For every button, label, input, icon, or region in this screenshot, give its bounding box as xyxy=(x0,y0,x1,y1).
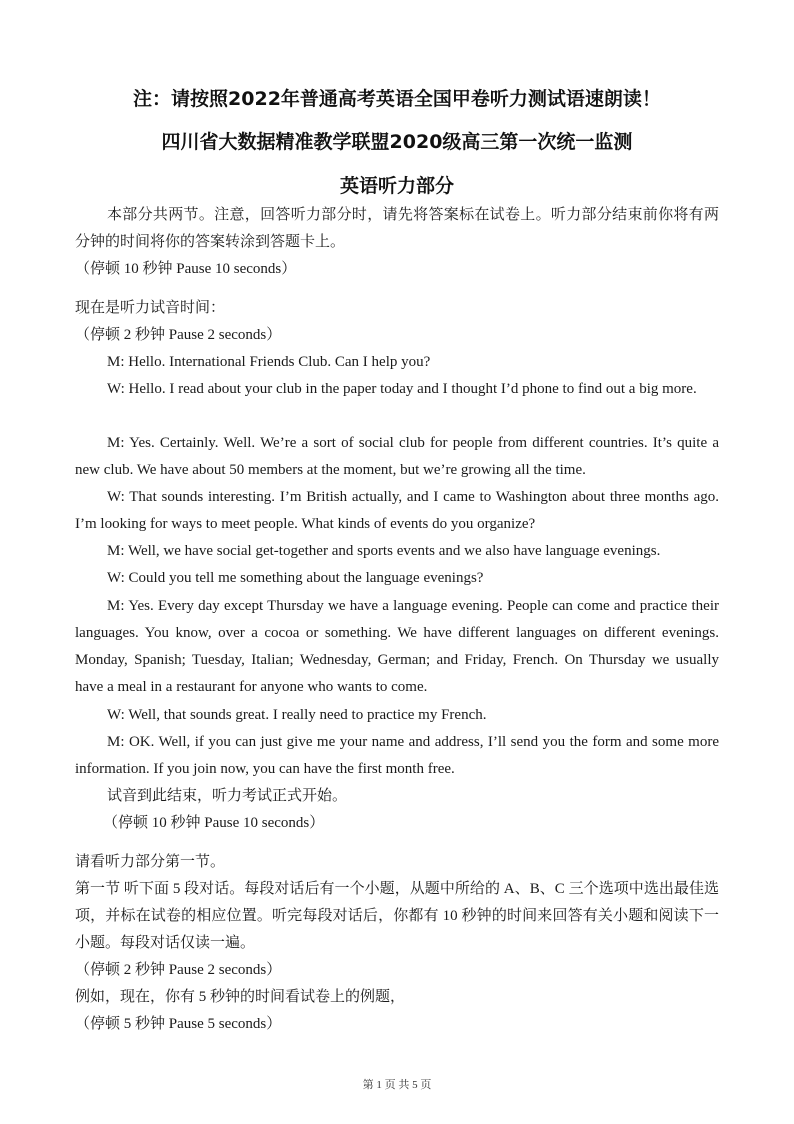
intro-instructions: 本部分共两节。注意，回答听力部分时，请先将答案标在试卷上。听力部分结束前你将有两分钟的时间将你的答案转涂到答题卡上。 xyxy=(75,207,719,250)
reading-note: 注：请按照2022年普通高考英语全国甲卷听力测试语速朗读！ xyxy=(133,88,661,110)
dialogue-line: W: Could you tell me something about the language evenings? xyxy=(107,570,484,586)
dialogue-line: W: That sounds interesting. I’m British actually, and I came to Washington about three months ago. I’m looking for ways to meet people. What kinds of events do you organize? xyxy=(75,489,719,532)
trial-end-text: 试音到此结束，听力考试正式开始。 xyxy=(107,788,348,804)
dialogue-line: M: Hello. International Friends Club. Can I help you? xyxy=(107,354,431,370)
pause-note: （停顿 2 秒钟 Pause 2 seconds） xyxy=(75,327,282,343)
dialogue-line: M: Yes. Certainly. Well. We’re a sort of social club for people from different countries. It’s quite a new club. We have about 50 members at the moment, but we’re growing all the time. xyxy=(75,435,719,478)
dialogue-line: W: Well, that sounds great. I really need to practice my French. xyxy=(107,707,487,723)
section1-instructions: 第一节 听下面 5 段对话。每段对话后有一个小题，从题中所给的 A、B、C 三个选项中选出最佳选项，并标在试卷的相应位置。听完每段对话后，你都有 10 秒钟的时间来回答有关小题和阅读下一小题。每段对话仅读一遍。 xyxy=(75,881,719,951)
trial-start-text: 现在是听力试音时间： xyxy=(75,300,226,316)
example-text: 例如，现在，你有 5 秒钟的时间看试卷上的例题， xyxy=(75,989,406,1005)
dialogue-line: M: Well, we have social get-together and sports events and we also have language evenings. xyxy=(107,543,661,559)
section-title: 英语听力部分 xyxy=(339,175,454,197)
dialogue-line: M: Yes. Every day except Thursday we have a language evening. People can come and practice their languages. You know, over a cocoa or something. We have different languages on different evenings. Monday, Spanish; Tuesday, Italian; Wednesday, German; and Friday, French. On Thursday we usually have a meal in a restaurant for anyone who wants to come. xyxy=(75,598,719,695)
pause-note: （停顿 2 秒钟 Pause 2 seconds） xyxy=(75,962,282,978)
page-number: 第 1 页 共 5 页 xyxy=(362,1079,432,1091)
pause-note: （停顿 10 秒钟 Pause 10 seconds） xyxy=(75,261,297,277)
pause-note: （停顿 10 秒钟 Pause 10 seconds） xyxy=(103,815,325,831)
dialogue-line: W: Hello. I read about your club in the paper today and I thought I’d phone to find out a big more. xyxy=(107,381,697,397)
dialogue-line: M: OK. Well, if you can just give me your name and address, I’ll send you the form and some more information. If you join now, you can have the first month free. xyxy=(75,734,719,777)
exam-title: 四川省大数据精准教学联盟2020级高三第一次统一监测 xyxy=(161,131,633,153)
section1-heading: 请看听力部分第一节。 xyxy=(75,854,226,870)
pause-note: （停顿 5 秒钟 Pause 5 seconds） xyxy=(75,1016,282,1032)
